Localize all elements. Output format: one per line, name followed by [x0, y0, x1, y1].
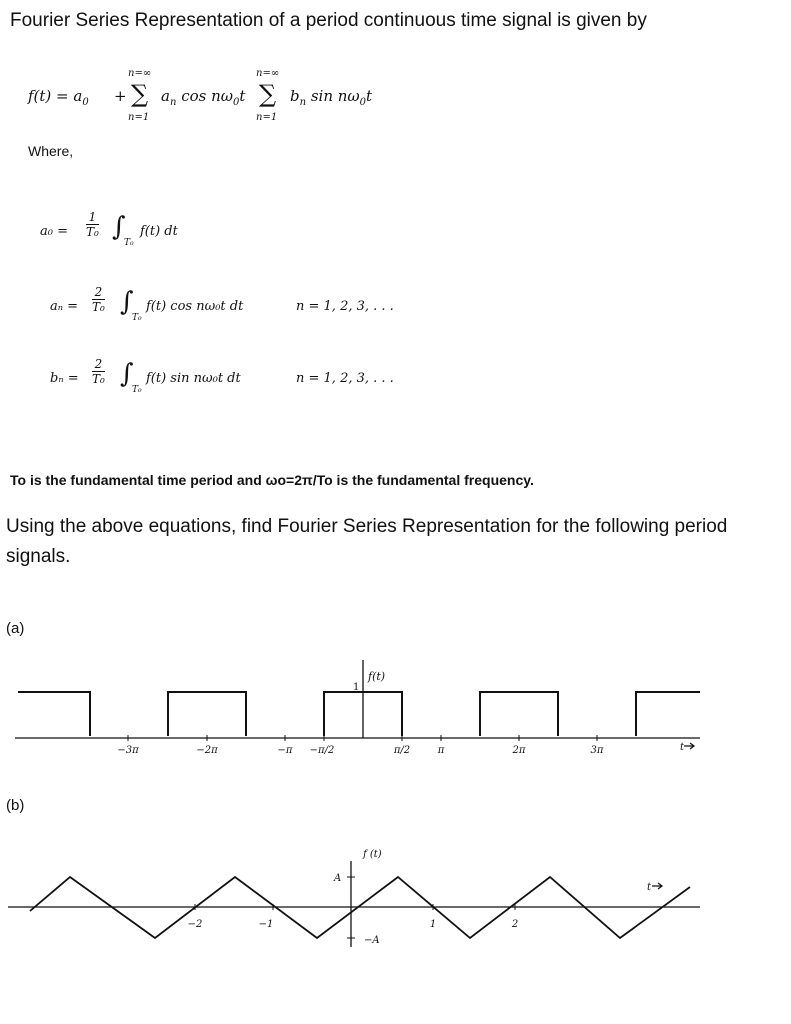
tick-label: 3π — [590, 745, 604, 756]
series-plus: + — [114, 87, 127, 105]
plot-ylabel: f (t) — [363, 849, 382, 860]
sum1-top: n=∞ — [128, 68, 152, 79]
series-equation — [28, 68, 448, 128]
coef-integrand: f(t) cos nω₀t dt — [146, 299, 244, 314]
pulse — [168, 692, 246, 736]
coef-frac: $\frac{1}{\text{T₀}}$ — [86, 210, 99, 239]
arrow-right-icon — [684, 743, 694, 749]
pulse — [480, 692, 558, 736]
sum1-symbol: ∑ — [131, 80, 149, 108]
coef-condition: n = 1, 2, 3, . . . — [296, 371, 394, 386]
coef-lhs: bₙ = — [50, 371, 79, 386]
series-term2: $b_n$ $\sin n\omega_0t$ — [290, 87, 373, 108]
tick-label: −π — [277, 745, 293, 756]
tick-labels — [188, 919, 519, 930]
sum2-top: n=∞ — [256, 68, 280, 79]
part-b-label: (b) — [6, 797, 25, 814]
coef-condition: n = 1, 2, 3, . . . — [296, 299, 394, 314]
tick-label: 2π — [512, 745, 526, 756]
intro-text: Fourier Series Representation of a period continuous time signal is given by — [10, 10, 647, 31]
integral-sign: ∫ — [112, 212, 126, 242]
series-lhs: $f(t) = a_0$ — [28, 87, 89, 108]
tick-label: −2π — [196, 745, 218, 756]
time-label: t — [647, 882, 652, 893]
integral-sub: T₀ — [124, 238, 134, 248]
tick-label: −π/2 — [309, 745, 335, 756]
part-a-label: (a) — [6, 620, 25, 637]
triangle-wave-plot — [0, 835, 791, 965]
integral-sub: T₀ — [132, 313, 142, 323]
integral-sign: ∫ — [120, 359, 134, 389]
sum2-bottom: n=1 — [256, 112, 278, 123]
tick-label: π/2 — [393, 745, 411, 756]
time-label: t — [680, 742, 685, 753]
square-wave — [18, 692, 700, 736]
where-label: Where, — [28, 143, 74, 159]
square-wave-plot — [0, 650, 791, 770]
amplitude-label: A — [334, 873, 342, 884]
tick-labels — [117, 745, 604, 756]
neg-amplitude-label: −A — [364, 935, 380, 946]
coef-lhs: a₀ = — [40, 224, 68, 239]
coef-integrand: f(t) dt — [140, 224, 178, 239]
coef-lhs: aₙ = — [50, 299, 79, 314]
tick-label: −2 — [187, 919, 203, 930]
coef-eq-a0 — [40, 210, 340, 256]
sum1-bottom: n=1 — [128, 112, 150, 123]
level-label: 1 — [353, 682, 360, 693]
series-term1: $a_n$ $\cos n\omega_0t$ — [161, 87, 246, 108]
integral-sub: T₀ — [132, 385, 142, 395]
tick-label: π — [437, 745, 445, 756]
definition-line: To is the fundamental time period and ωo=2π/To is the fundamental frequency. — [10, 472, 534, 488]
tick-label: −3π — [117, 745, 139, 756]
tick-label: −1 — [258, 919, 274, 930]
coef-frac: $\frac{2}{\text{T₀}}$ — [92, 357, 105, 386]
pulse — [636, 692, 700, 736]
coef-integrand: f(t) sin nω₀t dt — [146, 371, 241, 386]
instruction-text: Using the above equations, find Fourier Series Representation for the following period signals. — [6, 516, 728, 567]
integral-sign: ∫ — [120, 287, 134, 317]
coef-eq-an — [50, 285, 470, 331]
pulse — [18, 692, 90, 736]
arrow-right-icon — [652, 883, 662, 889]
coef-frac: $\frac{2}{\text{T₀}}$ — [92, 285, 105, 314]
plot-ylabel: f(t) — [368, 670, 386, 683]
sum2-symbol: ∑ — [259, 80, 277, 108]
tick-label: 1 — [429, 919, 437, 930]
coef-eq-bn — [50, 357, 470, 403]
tick-label: 2 — [511, 919, 519, 930]
